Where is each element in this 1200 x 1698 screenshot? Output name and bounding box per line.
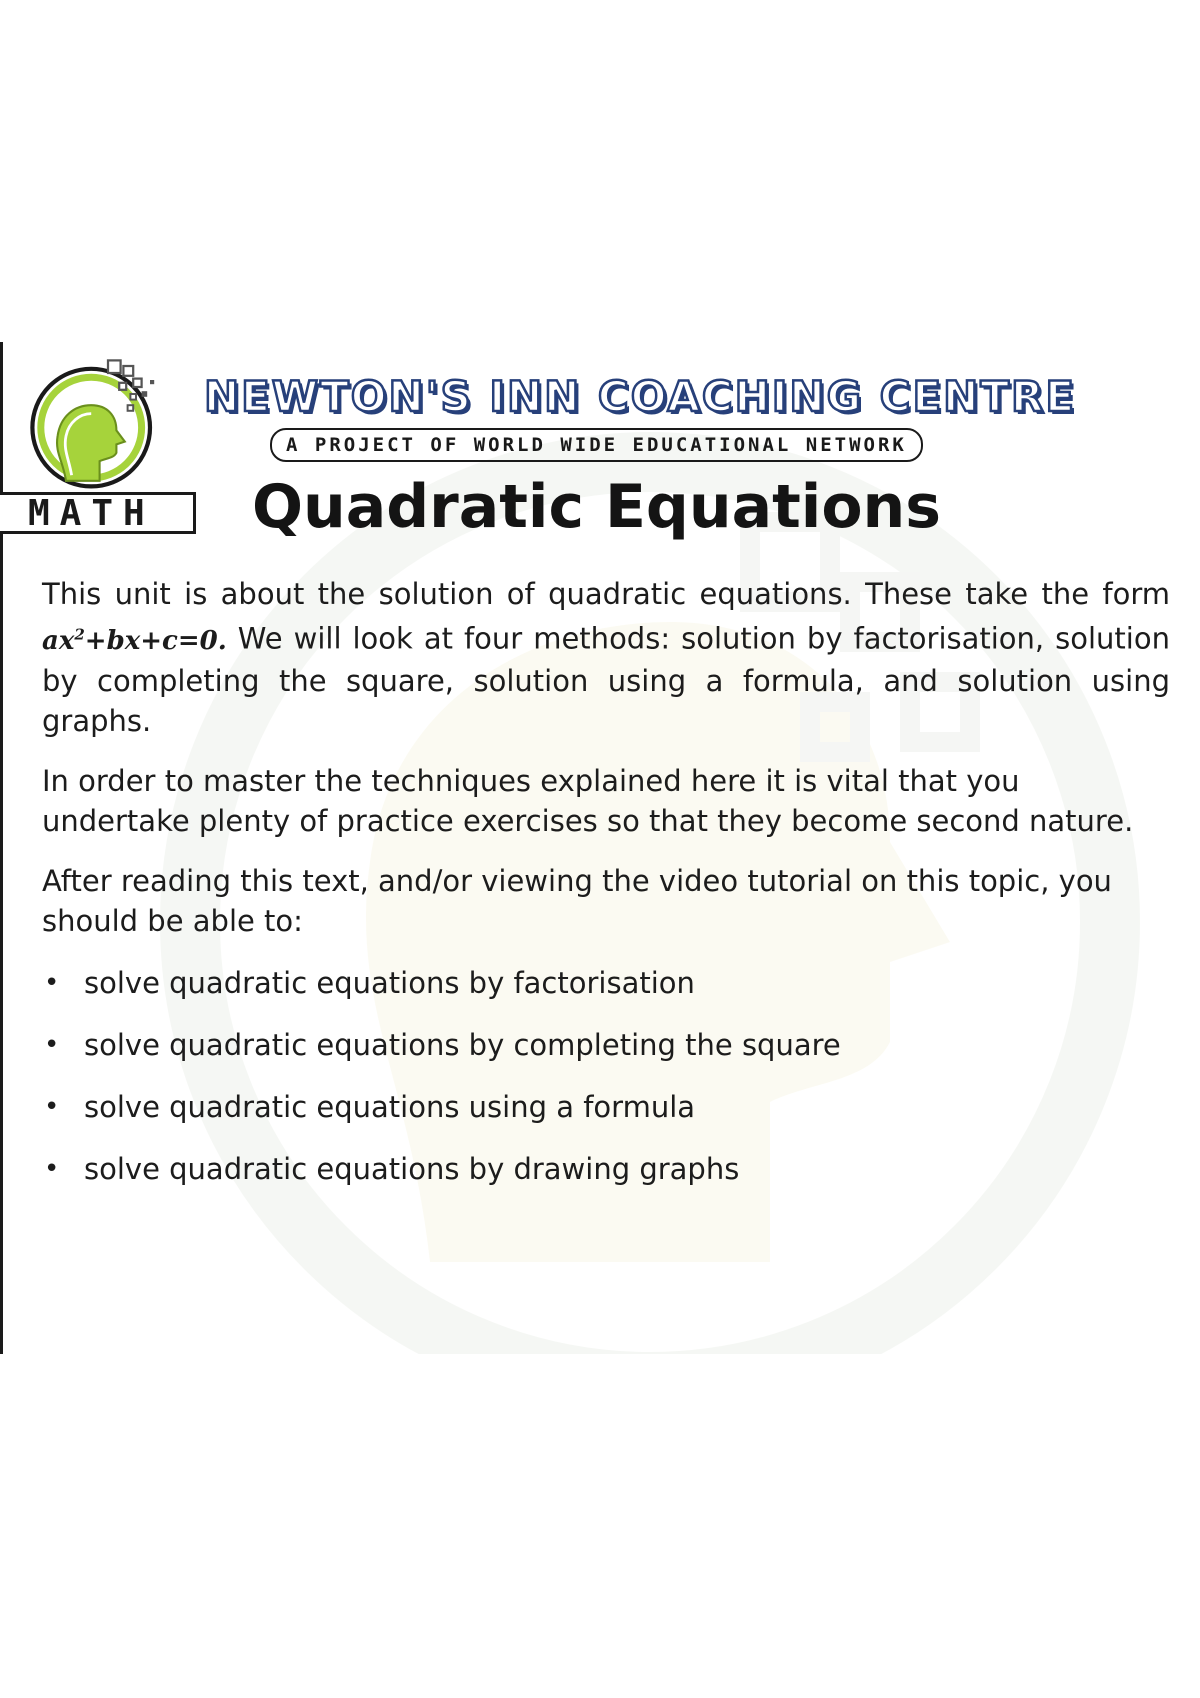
- document-page: [0, 342, 1200, 1354]
- list-item: [42, 1025, 1170, 1087]
- objectives-list: [42, 963, 1170, 1211]
- bullet-icon: •: [44, 967, 60, 998]
- objective-text: solve quadratic equations by drawing graphs: [84, 1151, 740, 1186]
- objective-text: solve quadratic equations by completing the square: [84, 1027, 841, 1062]
- bullet-icon: •: [44, 1153, 60, 1184]
- objectives-lead: After reading this text, and/or viewing the video tutorial on this topic, you should be able to:: [42, 863, 1112, 938]
- organization-name: NEWTON'S INN COACHING CENTRE: [203, 372, 1077, 421]
- formula-part-rest: +bx+c=0.: [84, 625, 227, 656]
- head-profile-logo-icon: [24, 352, 164, 492]
- practice-paragraph: In order to master the techniques explained here it is vital that you undertake plenty of practice exercises so that they become second nature.: [42, 763, 1134, 838]
- intro-text-start: This unit is about the solution of quadratic equations. These take the form: [42, 577, 1170, 611]
- intro-text-end: We will look at four methods: solution by factorisation, solution by completing the square, solution using a formula, and solution using graphs.: [42, 621, 1170, 738]
- subject-tag: MATH: [0, 492, 196, 534]
- formula-part-ax: ax: [42, 625, 75, 656]
- organization-tagline: A PROJECT OF WORLD WIDE EDUCATIONAL NETWORK: [270, 428, 923, 462]
- quadratic-formula: [42, 626, 227, 656]
- formula-exponent: 2: [74, 625, 85, 643]
- body-content: [42, 574, 1170, 1211]
- list-item: [42, 1087, 1170, 1149]
- objective-text: solve quadratic equations by factorisation: [84, 965, 695, 1000]
- bullet-icon: •: [44, 1029, 60, 1060]
- intro-paragraph: [42, 574, 1170, 741]
- bullet-icon: •: [44, 1091, 60, 1122]
- list-item: [42, 1149, 1170, 1211]
- objective-text: solve quadratic equations using a formula: [84, 1089, 696, 1124]
- page-title: Quadratic Equations: [252, 472, 941, 542]
- list-item: [42, 963, 1170, 1025]
